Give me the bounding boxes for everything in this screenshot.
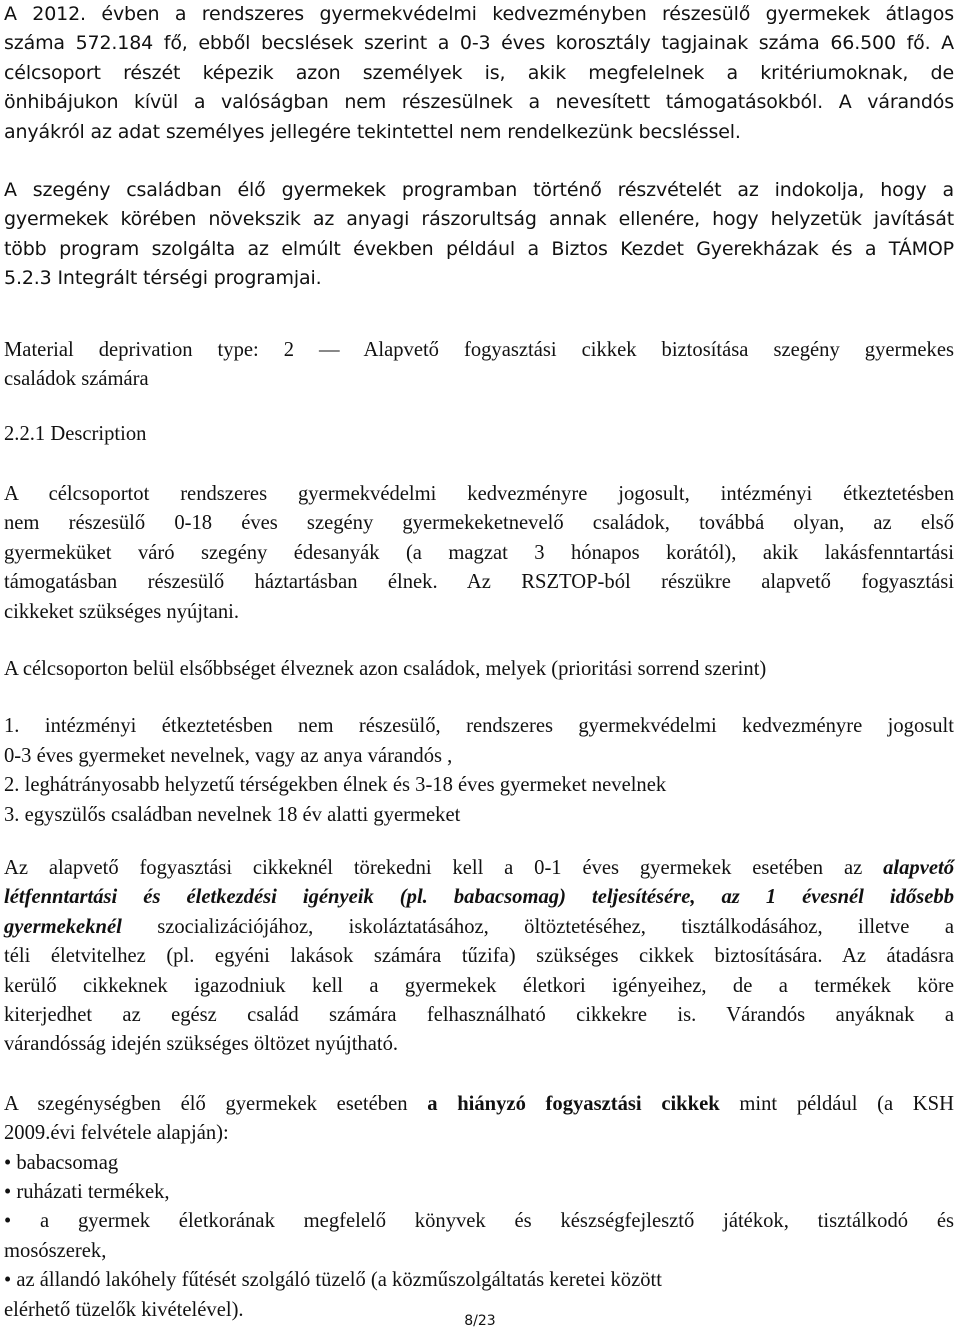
bullet-item: • ruházati termékek, (4, 1181, 170, 1203)
text-line: önhibájukon kívül a valóságban nem részesülnek a nevesített támogatásokból. A várandós (4, 91, 954, 114)
bold-text: a hiányzó fogyasztási cikkek (427, 1092, 720, 1115)
text-line: családok számára (4, 368, 149, 391)
text-line: Material deprivation type: 2 — Alapvető fogyasztási cikkek biztosítása szegény gyermekes (4, 338, 954, 361)
missing-goods-paragraph (4, 1090, 954, 1325)
text-line: száma 572.184 fő, ebből becslések szerint a 0-3 éves korosztály tagjainak száma 66.500 fő. A (4, 32, 954, 55)
text-line: gyermekek körében növekszik az anyagi rászorultság annak ellenére, hogy helyzetük javítását (4, 208, 954, 231)
text-span: mint például (a KSH (719, 1092, 954, 1115)
text-line: várandósság idején szükséges öltözet nyújtható. (4, 1033, 399, 1056)
intro-paragraph (4, 0, 954, 147)
text-line (4, 883, 954, 912)
emphasis-text: gyermekeknél (4, 915, 122, 938)
text-line: A 2012. évben a rendszeres gyermekvédelmi kedvezményben részesülő gyermekek átlagos (4, 3, 954, 25)
text-line: 2009.évi felvétele alapján): (4, 1122, 229, 1145)
text-line (4, 913, 954, 942)
text-line: téli életvitelhez (pl. egyéni lakások számára tűzifa) szükséges cikkek biztosítására. Az átadásra (4, 945, 954, 968)
text-line: gyermeküket váró szegény édesanyák (a magzat 3 hónapos korától), akik lakásfenntartási (4, 541, 954, 564)
emphasis-text: babacsomag) teljesítésére, az 1 évesnél idősebb (453, 886, 954, 909)
list-item: 3. egyszülős családban nevelnek 18 év alatti gyermeket (4, 803, 461, 826)
page-number: 8/23 (464, 1313, 496, 1329)
text-line: 5.2.3 Integrált térségi programjai. (4, 267, 322, 290)
bullet-item-continuation: elérhető tüzelők kivételével). (4, 1298, 244, 1321)
bullet-item-continuation: mosószerek, (4, 1239, 107, 1262)
text-line: több program szolgálta az elmúlt években például a Biztos Kezdet Gyerekházak és a TÁMOP (4, 237, 954, 260)
list-item: 0-3 éves gyermeket nevelnek, vagy az anya várandós , (4, 744, 453, 767)
text-line: támogatásban részesülő háztartásban élnek. Az RSZTOP-ból részükre alapvető fogyasztási (4, 571, 954, 594)
text-line (4, 854, 954, 883)
text-span: szocializációjához, iskoláztatásához, öltöztetéséhez, tisztálkodásához, illetve a (121, 915, 954, 938)
priority-intro: A célcsoporton belül elsőbbséget élveznek azon családok, melyek (prioritási sorrend szerint) (4, 657, 767, 680)
text-line: kerülő cikkeknek igazodniuk kell a gyermekek életkori igényeihez, de a termékek köre (4, 974, 954, 997)
text-line: anyákról az adat személyes jellegére tekintettel nem rendelkezünk becsléssel. (4, 120, 741, 143)
list-item: 2. leghátrányosabb helyzetű térségekben élnek és 3-18 éves gyermeket nevelnek (4, 774, 667, 797)
text-line: célcsoport részét képezik azon személyek is, akik megfelelnek a kritériumoknak, de (4, 61, 954, 84)
bullet-item: • a gyermek életkorának megfelelő könyvek és készségfejlesztő játékok, tisztálkodó és (4, 1210, 954, 1233)
list-item: 1. intézményi étkeztetésben nem részesülő, rendszeres gyermekvédelmi kedvezményre jogosult (4, 715, 954, 738)
consumption-goods-paragraph (4, 854, 954, 1060)
deprivation-type-heading (4, 336, 954, 395)
bullet-item: • babacsomag (4, 1151, 119, 1174)
section-heading: 2.2.1 Description (4, 423, 147, 446)
text-span: A szegénységben élő gyermekek esetében (4, 1092, 428, 1115)
text-line: nem részesülő 0-18 éves szegény gyermekeketnevelő családok, továbbá olyan, az első (4, 512, 954, 535)
text-span: Az alapvető fogyasztási cikkeknél törekedni kell a 0-1 éves gyermekek esetében az (4, 856, 884, 879)
emphasis-text: alapvető (883, 856, 954, 879)
description-paragraph (4, 480, 954, 627)
bullet-item: • az állandó lakóhely fűtését szolgáló tüzelő (a közműszolgáltatás keretei között (4, 1269, 662, 1292)
document-page (4, 0, 954, 1325)
emphasis-text: létfenntartási és életkezdési igényeik (pl. (4, 886, 454, 909)
text-line: cikkeket szükséges nyújtani. (4, 600, 240, 623)
program-paragraph (4, 176, 954, 294)
priority-list (4, 712, 954, 830)
text-line: A célcsoportot rendszeres gyermekvédelmi kedvezményre jogosult, intézményi étkeztetésben (4, 482, 954, 505)
text-line: A szegény családban élő gyermekek programban történő részvételét az indokolja, hogy a (4, 179, 954, 202)
text-line (4, 1090, 954, 1119)
text-line: kiterjedhet az egész család számára felhasználható cikkekre is. Várandós anyáknak a (4, 1003, 954, 1026)
